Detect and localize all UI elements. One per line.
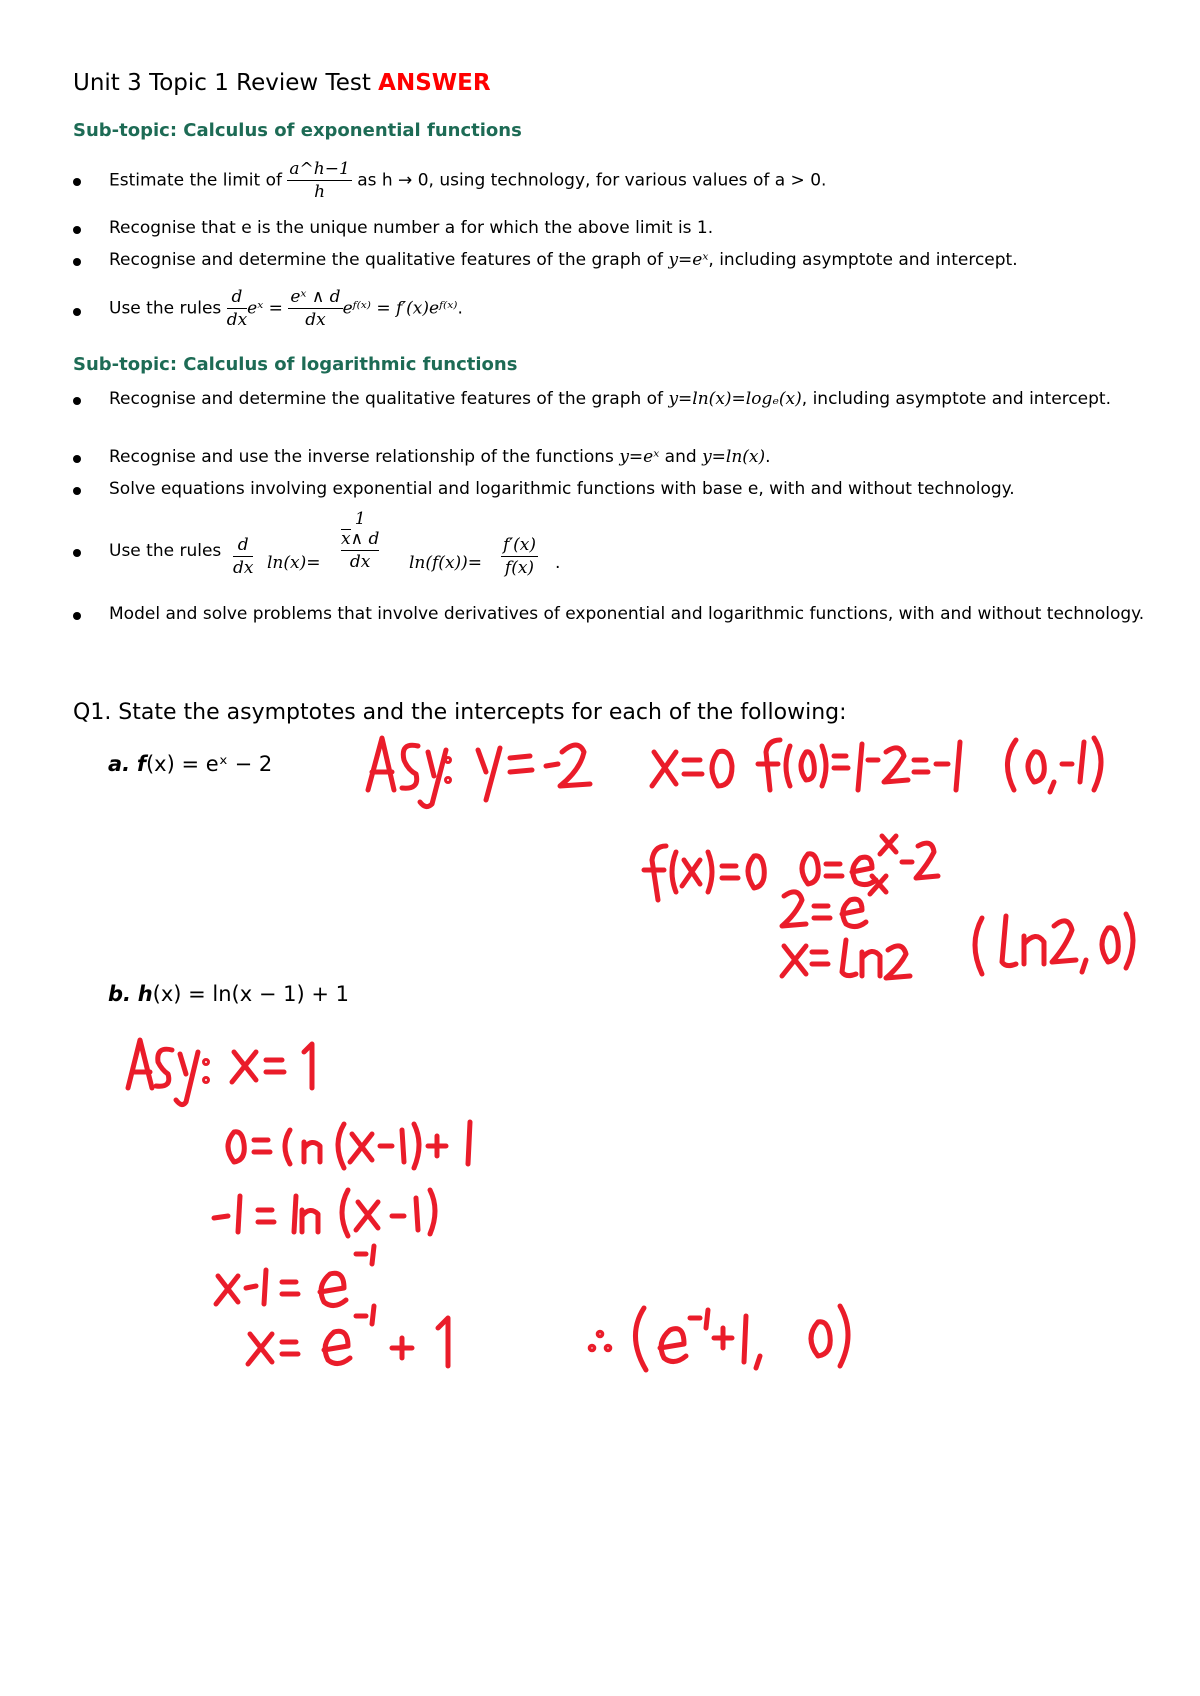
- subtopic-heading-logarithmic: Sub-topic: Calculus of logarithmic functions: [73, 354, 518, 375]
- handwriting-asy-x-equals-1: [128, 1040, 312, 1105]
- handwriting-x-equals-e-minus-1-plus-1: [248, 1306, 448, 1366]
- list-item: Model and solve problems that involve derivatives of exponential and logarithmic functions, with and without technology.: [109, 604, 1145, 624]
- list-item: Solve equations involving exponential and logarithmic functions with base e, with and without technology.: [109, 479, 1015, 499]
- question-part-b: b. h(x) = ln(x − 1) + 1: [108, 982, 349, 1006]
- handwriting-x-equals-0: [652, 751, 732, 786]
- limit-fraction: $\frac{a\^{}h-1}{h}$: [289, 159, 350, 202]
- list-item: Recognise that e is the unique number a for which the above limit is 1.: [109, 218, 714, 238]
- list-item: Use the rules $\frac{d}{dx}$ eˣ = $\frac{\text{eˣ ∧ d}}{dx}$ eᶠ⁽ˣ⁾ = f′(x)eᶠ⁽ˣ⁾.: [109, 287, 463, 330]
- answer-label: ANSWER: [378, 70, 491, 96]
- handwriting-therefore-point: [590, 1306, 848, 1370]
- question-part-a: a. f(x) = eˣ − 2: [108, 752, 273, 776]
- list-item: Recognise and use the inverse relationship of the functions y=eˣ and y=ln(x).: [109, 447, 771, 467]
- handwriting-minus-1-equals-ln-x-minus-1: [214, 1190, 435, 1236]
- list-item: Recognise and determine the qualitative features of the graph of y=ln(x)=logₑ(x), including asymptote and intercept.: [109, 389, 1111, 409]
- handwriting-x-minus-1-equals-e-minus-1: [216, 1246, 374, 1306]
- handwriting-x-equals-ln2: [782, 940, 910, 978]
- handwriting-point-0-minus-1: [1007, 738, 1101, 792]
- list-item: Use the rules $\frac{d}{dx}$ ln(x)= 1 x∧ d dx ln(f(x))= $\frac{f'(x)}{f(x)}$ .: [109, 509, 561, 578]
- handwriting-asy-y-minus-2: [368, 738, 590, 807]
- question-label: Q1. State the asymptotes and the intercepts for each of the following:: [73, 700, 847, 725]
- handwriting-fx-equals-0: [644, 846, 764, 900]
- handwriting-0-equals-ln-x-minus-1-plus-1: [228, 1122, 470, 1168]
- handwriting-point-ln2-0: [975, 914, 1133, 974]
- subtopic-heading-exponential: Sub-topic: Calculus of exponential functions: [73, 120, 522, 141]
- list-item: Recognise and determine the qualitative features of the graph of y=eˣ, including asymptote and intercept.: [109, 250, 1018, 270]
- title-text: Unit 3 Topic 1 Review Test: [73, 70, 371, 96]
- handwriting-f0-equals-minus-1: [758, 740, 960, 790]
- list-item: Estimate the limit of $\frac{a\^{}h-1}{h}$ as h → 0, using technology, for various values of a > 0.: [109, 159, 827, 202]
